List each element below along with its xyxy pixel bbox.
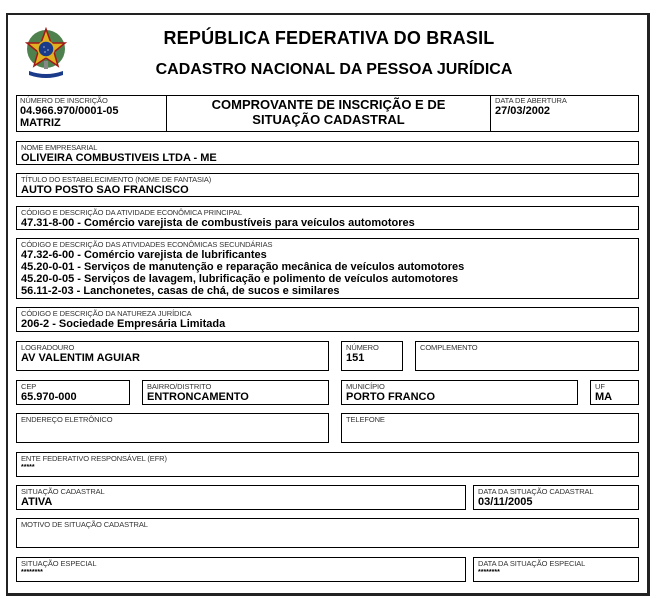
situacao-box bbox=[16, 485, 466, 510]
cep-value: 65.970-000 bbox=[21, 391, 77, 403]
efr-label: ENTE FEDERATIVO RESPONSÁVEL (EFR) bbox=[21, 454, 167, 463]
inscricao-cell bbox=[16, 95, 167, 132]
logradouro-box bbox=[16, 341, 329, 371]
situacao-label: SITUAÇÃO CADASTRAL bbox=[21, 487, 105, 496]
situacao-especial-label: SITUAÇÃO ESPECIAL bbox=[21, 559, 97, 568]
nome-empresarial-label: NOME EMPRESARIAL bbox=[21, 143, 98, 152]
abertura-label: DATA DE ABERTURA bbox=[495, 96, 567, 105]
numero-label: NÚMERO bbox=[346, 343, 379, 352]
nome-empresarial-value: OLIVEIRA COMBUSTIVEIS LTDA - ME bbox=[21, 152, 217, 164]
efr-value: ***** bbox=[21, 464, 35, 471]
atividades-secundarias-label: CÓDIGO E DESCRIÇÃO DAS ATIVIDADES ECONÔMICAS SECUNDÁRIAS bbox=[21, 240, 273, 249]
motivo-box bbox=[16, 518, 639, 548]
inscricao-label: NÚMERO DE INSCRIÇÃO bbox=[20, 96, 108, 105]
situacao-especial-value: ******** bbox=[21, 569, 43, 576]
municipio-value: PORTO FRANCO bbox=[346, 391, 436, 403]
uf-box bbox=[590, 380, 639, 405]
cep-label: CEP bbox=[21, 382, 37, 391]
comprovante-line2: SITUAÇÃO CADASTRAL bbox=[252, 112, 405, 127]
logradouro-label: LOGRADOURO bbox=[21, 343, 75, 352]
inscricao-number: 04.966.970/0001-05 bbox=[20, 105, 119, 117]
bairro-box bbox=[142, 380, 329, 405]
motivo-label: MOTIVO DE SITUAÇÃO CADASTRAL bbox=[21, 520, 148, 529]
atividades-secundarias-box bbox=[16, 238, 639, 299]
email-box bbox=[16, 413, 329, 443]
page-title: REPÚBLICA FEDERATIVA DO BRASIL bbox=[163, 28, 495, 48]
atividade-principal-label: CÓDIGO E DESCRIÇÃO DA ATIVIDADE ECONÔMICA PRINCIPAL bbox=[21, 208, 242, 217]
situacao-value: ATIVA bbox=[21, 496, 53, 508]
municipio-label: MUNICÍPIO bbox=[346, 382, 385, 391]
data-situacao-especial-label: DATA DA SITUAÇÃO ESPECIAL bbox=[478, 559, 586, 568]
atividade-principal-value: 47.31-8-00 - Comércio varejista de combustíveis para veículos automotores bbox=[21, 217, 415, 229]
atividade-secundaria-item: 56.11-2-03 - Lanchonetes, casas de chá, de sucos e similares bbox=[21, 285, 340, 297]
telefone-label: TELEFONE bbox=[346, 415, 385, 424]
natureza-juridica-value: 206-2 - Sociedade Empresária Limitada bbox=[21, 318, 226, 330]
numero-box bbox=[341, 341, 403, 371]
titulo-value: AUTO POSTO SAO FRANCISCO bbox=[21, 184, 189, 196]
data-situacao-especial-box bbox=[473, 557, 639, 582]
nome-empresarial-box bbox=[16, 141, 639, 165]
inscricao-type: MATRIZ bbox=[20, 117, 61, 129]
atividade-principal-box bbox=[16, 206, 639, 230]
data-situacao-label: DATA DA SITUAÇÃO CADASTRAL bbox=[478, 487, 594, 496]
complemento-box bbox=[415, 341, 639, 371]
data-situacao-value: 03/11/2005 bbox=[478, 496, 533, 508]
page-subtitle: CADASTRO NACIONAL DA PESSOA JURÍDICA bbox=[155, 61, 513, 78]
comprovante-line1: COMPROVANTE DE INSCRIÇÃO E DE bbox=[211, 97, 446, 112]
uf-label: UF bbox=[595, 382, 605, 391]
titulo-label: TÍTULO DO ESTABELECIMENTO (NOME DE FANTASIA) bbox=[21, 175, 212, 184]
logradouro-value: AV VALENTIM AGUIAR bbox=[21, 352, 140, 364]
abertura-value: 27/03/2002 bbox=[495, 105, 551, 117]
bairro-label: BAIRRO/DISTRITO bbox=[147, 382, 212, 391]
titulo-box bbox=[16, 173, 639, 197]
bairro-value: ENTRONCAMENTO bbox=[147, 391, 249, 403]
data-situacao-especial-value: ******** bbox=[478, 569, 500, 576]
cep-box bbox=[16, 380, 130, 405]
efr-box bbox=[16, 452, 639, 477]
atividade-secundaria-item: 45.20-0-01 - Serviços de manutenção e reparação mecânica de veículos automotores bbox=[21, 261, 465, 273]
uf-value: MA bbox=[595, 391, 613, 403]
abertura-cell bbox=[490, 95, 639, 132]
situacao-especial-box bbox=[16, 557, 466, 582]
telefone-box bbox=[341, 413, 639, 443]
email-label: ENDEREÇO ELETRÔNICO bbox=[21, 415, 113, 424]
natureza-juridica-box bbox=[16, 307, 639, 332]
municipio-box bbox=[341, 380, 578, 405]
complemento-label: COMPLEMENTO bbox=[420, 343, 478, 352]
numero-value: 151 bbox=[346, 352, 365, 364]
atividade-secundaria-item: 47.32-6-00 - Comércio varejista de lubrificantes bbox=[21, 249, 267, 261]
natureza-juridica-label: CÓDIGO E DESCRIÇÃO DA NATUREZA JURÍDICA bbox=[21, 309, 192, 318]
comprovante-title bbox=[167, 97, 490, 127]
atividade-secundaria-item: 45.20-0-05 - Serviços de lavagem, lubrificação e polimento de veículos automotores bbox=[21, 273, 459, 285]
data-situacao-box bbox=[473, 485, 639, 510]
